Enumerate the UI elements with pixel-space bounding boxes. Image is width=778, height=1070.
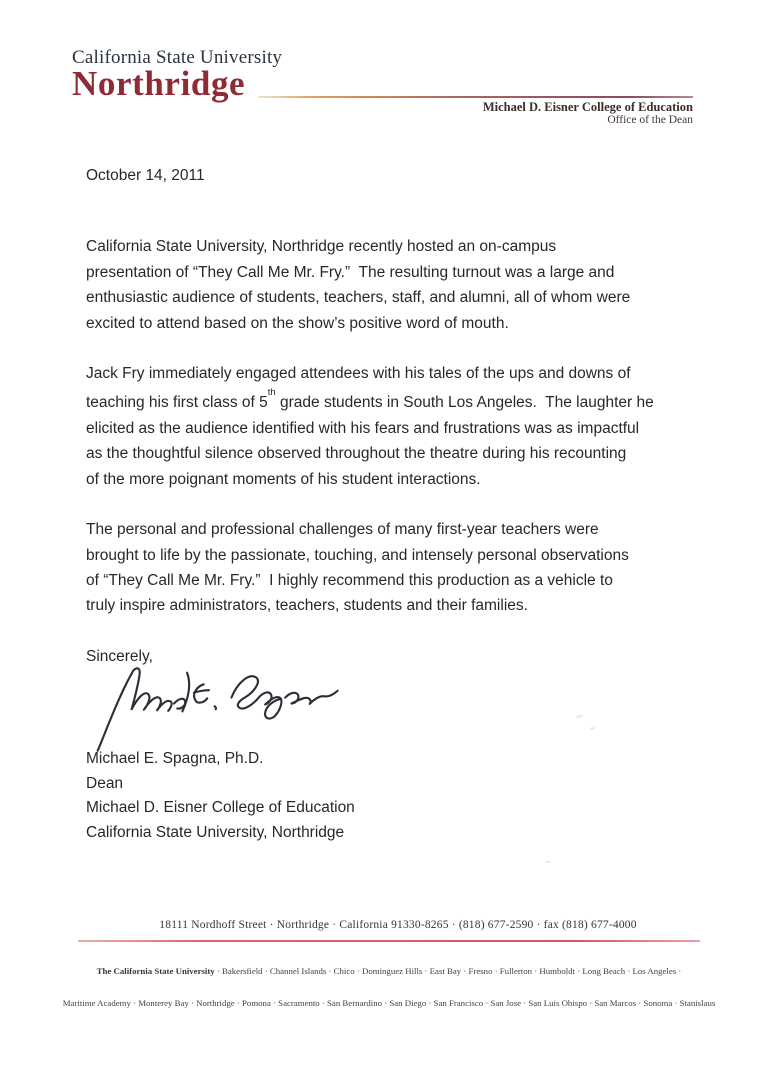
scan-artifact xyxy=(558,430,562,433)
body-line: enthusiastic audience of students, teachers, staff, and alumni, all of whom were xyxy=(86,289,631,307)
body-line: of the more poignant moments of his student interactions. xyxy=(86,470,481,488)
footer-rule xyxy=(78,940,700,942)
footer-address: 18111 Nordhoff Street · Northridge · California 91330-8265 · (818) 677-2590 · fax (818) 677-4000 xyxy=(159,919,637,931)
body-line: as the thoughtful silence observed throughout the theatre during his recounting xyxy=(86,445,627,463)
letter-date: October 14, 2011 xyxy=(86,167,205,184)
ordinal-superscript: th xyxy=(267,387,276,399)
paragraph-1 xyxy=(86,234,702,336)
scan-artifact xyxy=(590,727,595,730)
signer-university: California State University, Northridge xyxy=(86,824,345,842)
campus-names-1: · Bakersfield · Channel Islands · Chico · Dominguez Hills · East Bay · Fresno · Fullerton · Humboldt · Long Beach · Los Angeles · xyxy=(214,965,682,976)
body-line: of “They Call Me Mr. Fry.” I highly recommend this production as a vehicle to xyxy=(86,572,613,590)
body-line-segment: teaching his first class of 5 xyxy=(86,394,268,412)
letter-body xyxy=(86,163,702,846)
campus-list xyxy=(30,944,748,1030)
body-line: Jack Fry immediately engaged attendees with his tales of the ups and downs of xyxy=(86,365,631,383)
signature xyxy=(86,669,702,747)
body-line: presentation of “They Call Me Mr. Fry.” The resulting turnout was a large and xyxy=(86,263,615,281)
signature-ink-icon xyxy=(88,651,349,754)
signer-title: Dean xyxy=(86,774,124,792)
letterhead-right-block xyxy=(483,101,693,127)
body-line-segment: grade students in South Los Angeles. The laughter he xyxy=(275,394,654,412)
college-name: Michael D. Eisner College of Education xyxy=(482,100,693,114)
signer-college: Michael D. Eisner College of Education xyxy=(86,799,355,817)
body-line: California State University, Northridge recently hosted an on-campus xyxy=(86,238,557,256)
signer-name: Michael E. Spagna, Ph.D. xyxy=(86,750,264,768)
letterhead-rule xyxy=(258,96,693,98)
body-line: elicited as the audience identified with his fears and frustrations was as impactful xyxy=(86,420,640,437)
campus-name-logo: Northridge xyxy=(72,64,246,103)
closing-salutation: Sincerely, xyxy=(86,647,153,665)
campus-list-line-2 xyxy=(30,998,748,1009)
body-line: truly inspire administrators, teachers, students and their families. xyxy=(86,597,528,615)
office-name: Office of the Dean xyxy=(607,114,693,126)
body-line: excited to attend based on the show’s positive word of mouth. xyxy=(86,314,509,332)
campus-list-line-1 xyxy=(30,966,748,977)
csu-system-label: The California State University xyxy=(96,965,215,976)
body-line xyxy=(86,386,702,416)
campus-names-2: Maritime Academy · Monterey Bay · Northridge · Pomona · Sacramento · San Bernardino · San Diego · San Francisco · San Jose · San Luis Obispo · San Marcos · Sonoma · Stanislaus xyxy=(62,997,716,1008)
paragraph-3 xyxy=(86,517,702,619)
body-line: The personal and professional challenges of many first-year teachers were xyxy=(86,521,599,539)
signature-block xyxy=(86,747,702,845)
body-line: brought to life by the passionate, touching, and intensely personal observations xyxy=(86,546,629,564)
paragraph-2 xyxy=(86,361,702,492)
scan-artifact xyxy=(545,861,551,863)
university-system-name: California State University xyxy=(72,47,283,68)
letterhead xyxy=(72,48,282,101)
